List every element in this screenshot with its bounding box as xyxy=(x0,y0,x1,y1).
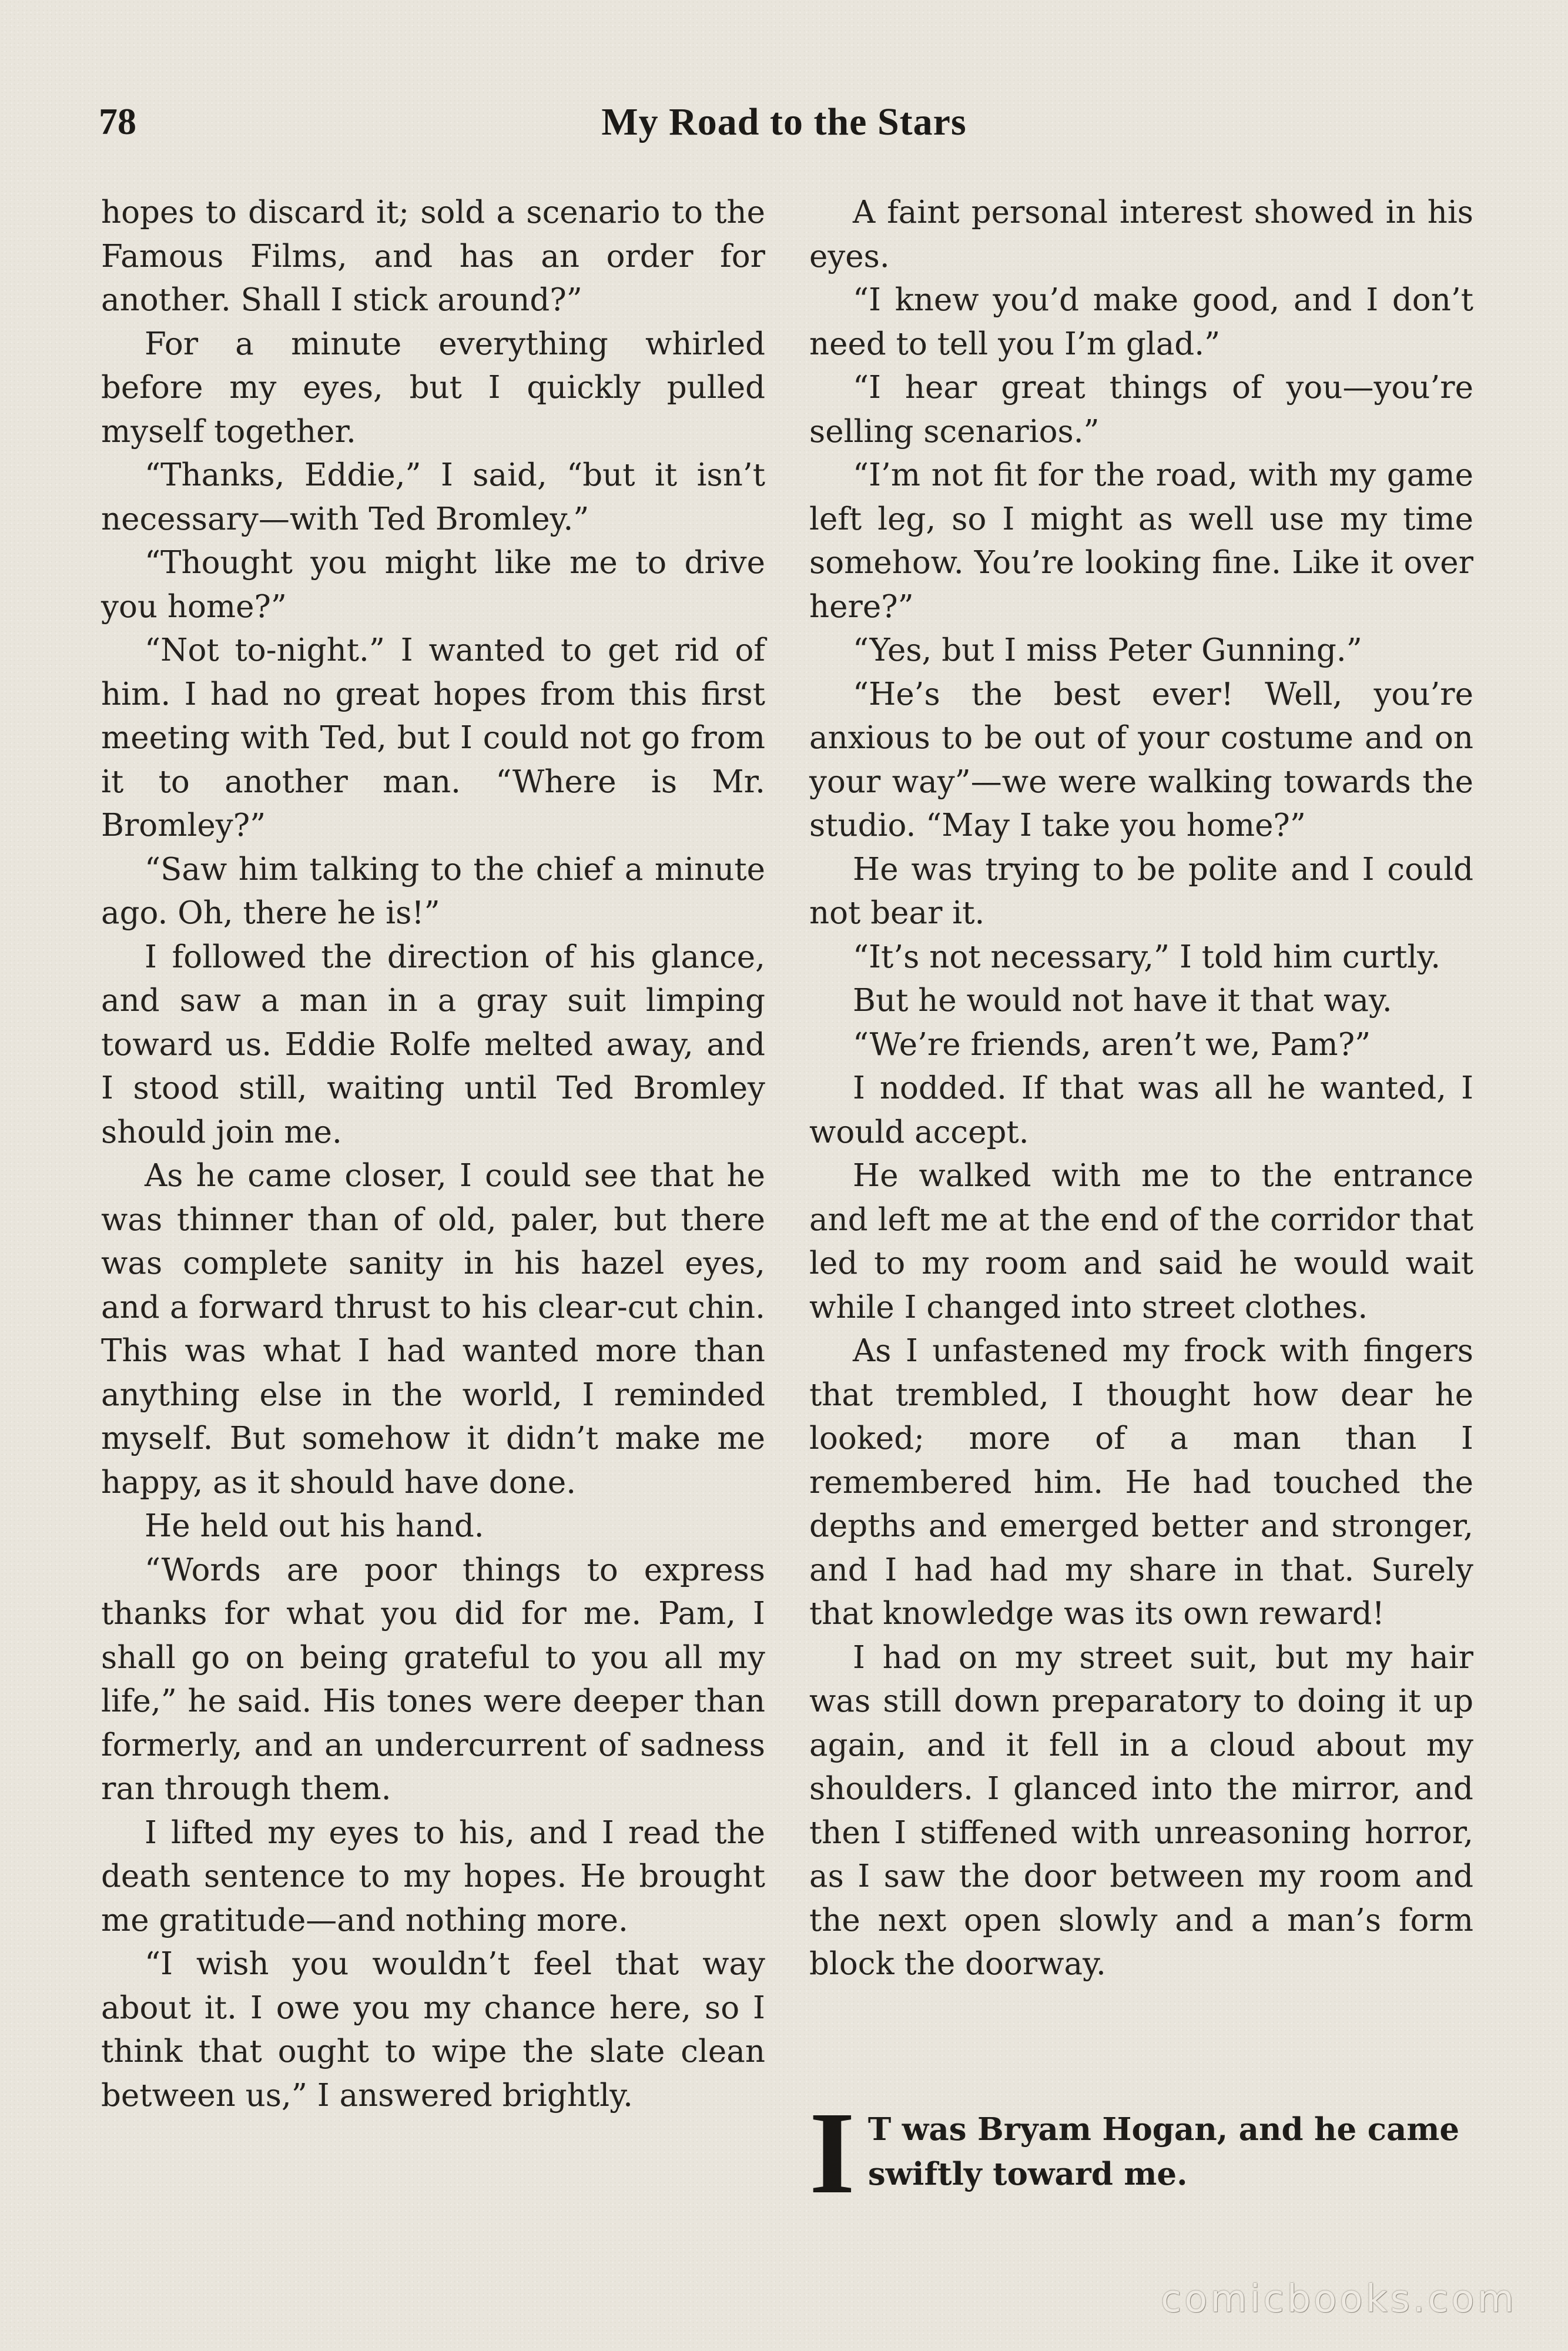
paragraph: I had on my street suit, but my hair was still down preparatory to doing it up again, and it fell in a cloud about my shoulders. I glanced into the mirror, and then I stiffened with unreasoning horror, as I saw the door between my room and the next open slowly and a man’s form block the doorway. xyxy=(809,1639,1473,1982)
paragraph: He was trying to be polite and I could not bear it. xyxy=(809,851,1473,931)
section-opening-line-1: T was Bryam Hogan, and he came xyxy=(867,2111,1460,2148)
paragraph: “Words are poor things to express thanks for what you did for me. Pam, I shall go on being grateful to you all my life,” he said. His tones were deeper than formerly, and an undercurrent of sadness ran through them. xyxy=(101,1552,765,1807)
paragraph: hopes to discard it; sold a scenario to the Famous Films, and has an order for another. Shall I stick around?” xyxy=(101,195,765,318)
paragraph: “It’s not necessary,” I told him curtly. xyxy=(853,939,1441,975)
right-text-column xyxy=(809,191,1473,1987)
paragraph: “Thanks, Eddie,” I said, “but it isn’t necessary—with Ted Bromley.” xyxy=(101,457,765,537)
paragraph: A faint personal interest showed in his eyes. xyxy=(809,195,1473,274)
paragraph: “I wish you wouldn’t feel that way about it. I owe you my chance here, so I think that ought to wipe the slate clean between us,” I answered brightly. xyxy=(101,1946,765,2114)
paragraph: “He’s the best ever! Well, you’re anxious to be out of your costume and on your way”—we were walking towards the studio. “May I take you home?” xyxy=(809,676,1473,843)
paragraph: “Thought you might like me to drive you home?” xyxy=(101,545,765,625)
page-number: 78 xyxy=(99,101,136,142)
paragraph: I followed the direction of his glance, and saw a man in a gray suit limping toward us. Eddie Rolfe melted away, and I stood still, waiting until Ted Bromley should join me. xyxy=(101,939,765,1150)
watermark: comicbooks.com xyxy=(1161,2278,1517,2321)
paragraph: “Not to-night.” I wanted to get rid of him. I had no great hopes from this first meeting with Ted, but I could not go from it to another man. “Where is Mr. Bromley?” xyxy=(101,632,765,843)
paragraph: As he came closer, I could see that he was thinner than of old, paler, but there was complete sanity in his hazel eyes, and a forward thrust to his clear-cut chin. This was what I had wanted more than anything else in the world, I reminded myself. But somehow it didn’t make me happy, as it should have done. xyxy=(101,1158,765,1501)
paragraph: I nodded. If that was all he wanted, I would accept. xyxy=(809,1070,1473,1150)
paragraph: For a minute everything whirled before my eyes, but I quickly pulled myself together. xyxy=(101,326,765,450)
paragraph: “I’m not fit for the road, with my game left leg, so I might as well use my time somehow. You’re looking fine. Like it over here?” xyxy=(809,457,1473,625)
drop-cap: I xyxy=(809,2088,855,2218)
paragraph: “We’re friends, aren’t we, Pam?” xyxy=(853,1026,1371,1063)
section-opening-line-2: swiftly toward me. xyxy=(867,2156,1188,2192)
paragraph: He held out his hand. xyxy=(145,1508,484,1544)
left-text-column xyxy=(101,191,765,2118)
paragraph: As I unfastened my frock with fingers that trembled, I thought how dear he looked; more of a man than I remembered him. He had touched the depths and emerged better and stronger, and I had had my share in that. Surely that knowledge was its own reward! xyxy=(809,1333,1473,1632)
paragraph: I lifted my eyes to his, and I read the death sentence to my hopes. He brought me gratitude—and nothing more. xyxy=(101,1814,765,1938)
paragraph: “Saw him talking to the chief a minute ago. Oh, there he is!” xyxy=(101,851,765,931)
paragraph: But he would not have it that way. xyxy=(853,983,1392,1019)
paragraph: “I knew you’d make good, and I don’t need to tell you I’m glad.” xyxy=(809,282,1473,362)
paragraph: “Yes, but I miss Peter Gunning.” xyxy=(853,632,1362,668)
running-title: My Road to the Stars xyxy=(601,101,967,143)
paragraph: “I hear great things of you—you’re selling scenarios.” xyxy=(809,370,1473,450)
section-opening xyxy=(809,2088,1473,2218)
paragraph: He walked with me to the entrance and left me at the end of the corridor that led to my room and said he would wait while I changed into street clothes. xyxy=(809,1158,1473,1325)
